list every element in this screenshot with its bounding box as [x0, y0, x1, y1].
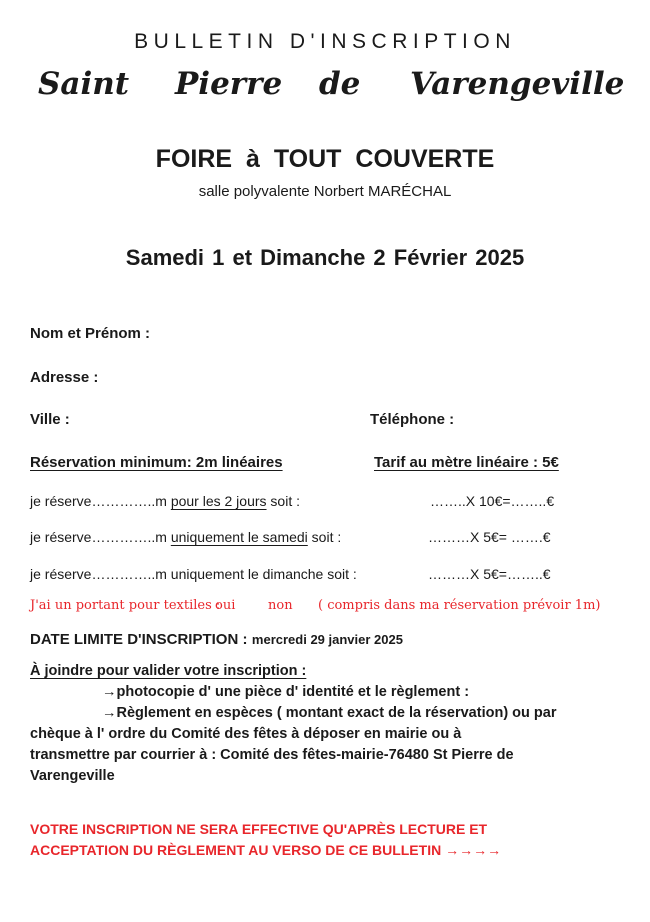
textiles-non: non: [268, 598, 293, 613]
town-word-1: Saint: [38, 66, 130, 102]
attach-item-2: →Règlement en espèces ( montant exact de la réservation) ou par: [102, 705, 557, 721]
attach-item-1: →photocopie d' une pièce d' identité et le règlement :: [102, 684, 470, 700]
reservation-minimum: Réservation minimum: 2m linéaires: [30, 454, 283, 471]
attach-item-2-line-3: transmettre par courrier à : Comité des fêtes-mairie-76480 St Pierre de: [30, 747, 514, 763]
deadline-label: DATE LIMITE D'INSCRIPTION :: [30, 631, 248, 648]
address-label: Adresse :: [30, 369, 99, 386]
reserve-key: uniquement le samedi: [170, 529, 308, 545]
event-dates: Samedi 1 et Dimanche 2 Février 2025: [125, 245, 525, 270]
price-line-2days: ……..X 10€=……..€: [430, 493, 555, 509]
reserve-post: soit :: [266, 493, 300, 509]
town-word-4: Varengeville: [410, 66, 625, 102]
price-line-dimanche: ………X 5€=……..€: [428, 566, 551, 582]
town-word-2: Pierre: [175, 66, 283, 102]
reserve-pre: je réserve…………..m: [30, 529, 171, 545]
event-venue: salle polyvalente Norbert MARÉCHAL: [198, 183, 452, 200]
name-label: Nom et Prénom :: [30, 325, 151, 342]
reserve-key: pour les 2 jours: [170, 493, 267, 509]
event-title: FOIRE à TOUT COUVERTE: [155, 145, 495, 173]
price-line-samedi: ………X 5€= …….€: [428, 529, 551, 545]
reserve-line-dimanche: je réserve…………..m uniquement le dimanche soit :: [30, 566, 357, 582]
textiles-question: J'ai un portant pour textiles :: [30, 598, 221, 613]
footer-line-2: ACCEPTATION DU RÈGLEMENT AU VERSO DE CE BULLETIN →→→→: [30, 842, 502, 858]
reserve-pre: je réserve…………..m: [30, 493, 171, 509]
tarif-label: Tarif au mètre linéaire : 5€: [374, 454, 559, 471]
deadline: [30, 631, 403, 649]
bulletin-title: BULLETIN D'INSCRIPTION: [134, 30, 516, 53]
reserve-post: soit :: [307, 529, 342, 545]
attach-item-2-line-4: Varengeville: [30, 768, 115, 784]
deadline-date: mercredi 29 janvier 2025: [251, 632, 403, 647]
town-word-3: de: [319, 66, 361, 102]
reserve-line-samedi: [30, 529, 341, 545]
attach-heading: À joindre pour valider votre inscription :: [30, 663, 307, 679]
textiles-note: ( compris dans ma réservation prévoir 1m): [318, 598, 601, 613]
reserve-line-2days: [30, 493, 300, 509]
city-label: Ville :: [30, 411, 70, 428]
phone-label: Téléphone :: [370, 411, 455, 428]
attach-item-2-line-2: chèque à l' ordre du Comité des fêtes à déposer en mairie ou à: [30, 726, 462, 742]
textiles-oui: oui: [215, 598, 236, 613]
footer-line-1: VOTRE INSCRIPTION NE SERA EFFECTIVE QU'APRÈS LECTURE ET: [30, 821, 488, 837]
